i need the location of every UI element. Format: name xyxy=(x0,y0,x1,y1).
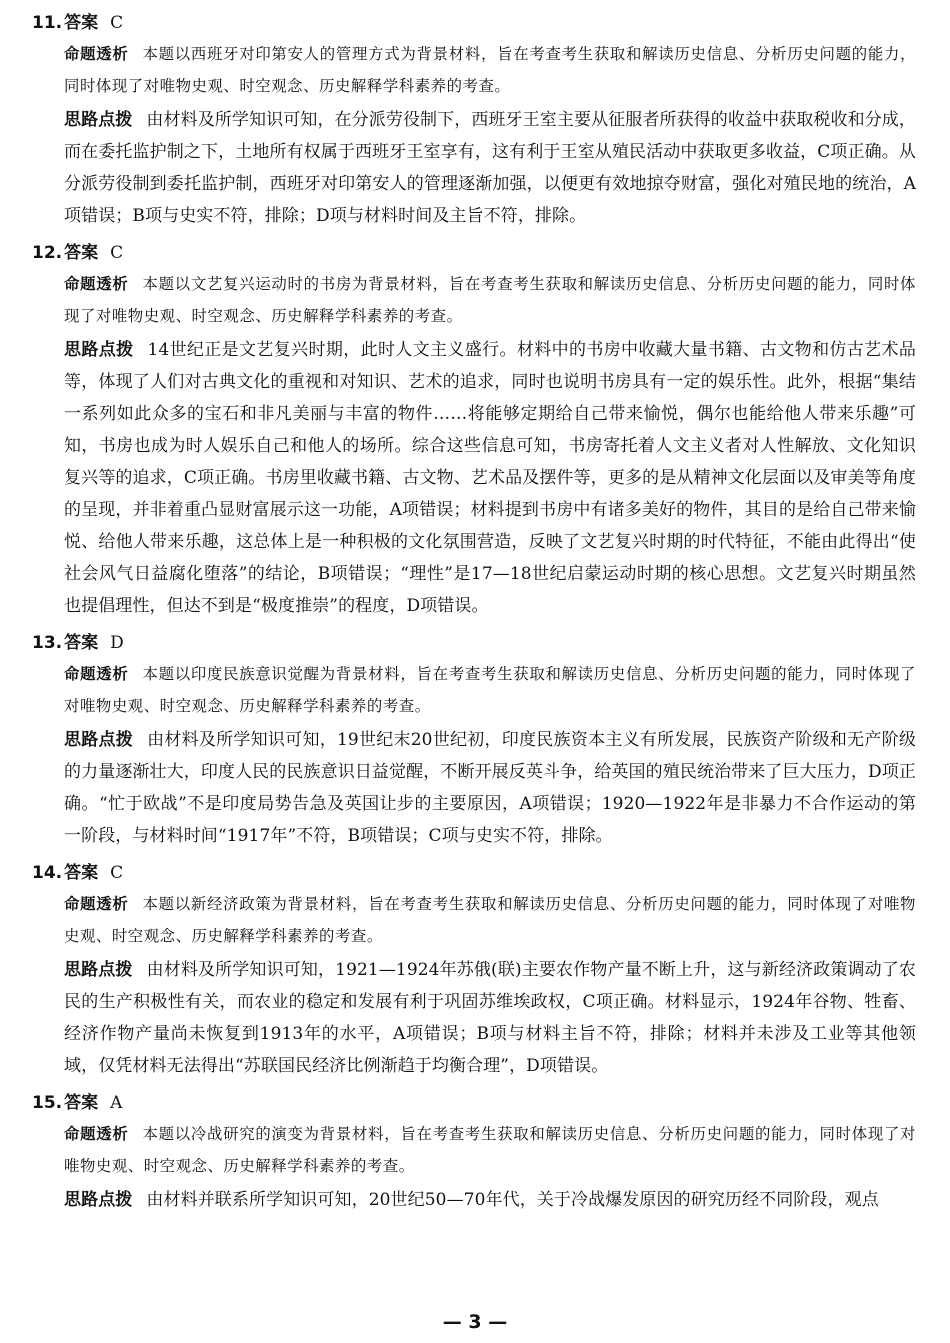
intro-paragraph xyxy=(64,888,916,952)
intro-paragraph xyxy=(64,658,916,722)
intro-label: 命题透析 xyxy=(64,1125,129,1143)
analysis-text: 由材料及所学知识可知，1921—1924年苏俄(联)主要农作物产量不断上升，这与新经济政策调动了农民的生产积极性有关，而农业的稳定和发展有利于巩固苏维埃政权，C项正确。材料显示，1924年谷物、牲畜、经济作物产量尚未恢复到1913年的水平，A项错误；B项与材料主旨不符，排除；材料并未涉及工业等其他领域，仅凭材料无法得出“苏联国民经济比例渐趋于均衡合理”，D项错误。 xyxy=(64,960,916,1076)
analysis-text: 由材料并联系所学知识可知，20世纪50—70年代，关于冷战爆发原因的研究历经不同阶段，观点 xyxy=(146,1190,879,1210)
question-13 xyxy=(32,628,916,852)
intro-paragraph xyxy=(64,268,916,332)
question-header xyxy=(32,8,916,38)
answer-value: C xyxy=(110,13,124,33)
analysis-text: 14世纪正是文艺复兴时期，此时人文主义盛行。材料中的书房中收藏大量书籍、古文物和仿古艺术品等，体现了人们对古典文化的重视和对知识、艺术的追求，同时也说明书房具有一定的娱乐性。此外，根据“集结一系列如此众多的宝石和非凡美丽与丰富的物件……将能够定期给自己带来愉悦，偶尔也能给他人带来乐趣”可知，书房也成为时人娱乐自己和他人的场所。综合这些信息可知，书房寄托着人文主义者对人性解放、文化知识复兴等的追求，C项正确。书房里收藏书籍、古文物、艺术品及摆件等，更多的是从精神文化层面以及审美等角度的呈现，并非着重凸显财富展示这一功能，A项错误；材料提到书房中有诸多美好的物件，其目的是给自己带来愉悦、给他人带来乐趣，这总体上是一种积极的文化氛围营造，反映了文艺复兴时期的时代特征，不能由此得出“使社会风气日益腐化堕落”的结论，B项错误；“理性”是17—18世纪启蒙运动时期的核心思想。文艺复兴时期虽然也提倡理性，但达不到是“极度推崇”的程度，D项错误。 xyxy=(64,340,916,616)
intro-paragraph xyxy=(64,1118,916,1182)
question-15 xyxy=(32,1088,916,1216)
question-12 xyxy=(32,238,916,622)
answer-label: 答案 xyxy=(64,863,99,883)
answer-label: 答案 xyxy=(64,633,99,653)
question-14 xyxy=(32,858,916,1082)
intro-label: 命题透析 xyxy=(64,895,129,913)
question-header xyxy=(32,858,916,888)
answer-label: 答案 xyxy=(64,1093,99,1113)
answer-value: C xyxy=(110,863,124,883)
analysis-paragraph xyxy=(64,334,916,622)
question-11 xyxy=(32,8,916,232)
question-header xyxy=(32,238,916,268)
intro-label: 命题透析 xyxy=(64,275,129,293)
analysis-label: 思路点拨 xyxy=(64,110,133,130)
answer-label: 答案 xyxy=(64,13,99,33)
intro-label: 命题透析 xyxy=(64,45,129,63)
intro-text: 本题以印度民族意识觉醒为背景材料，旨在考查考生获取和解读历史信息、分析历史问题的能力，同时体现了对唯物史观、时空观念、历史解释学科素养的考查。 xyxy=(64,665,917,715)
intro-label: 命题透析 xyxy=(64,665,129,683)
question-number: 11. xyxy=(32,13,63,33)
question-header xyxy=(32,1088,916,1118)
analysis-text: 由材料及所学知识可知，19世纪末20世纪初，印度民族资本主义有所发展，民族资产阶级和无产阶级的力量逐渐壮大，印度人民的民族意识日益觉醒，不断开展反英斗争，给英国的殖民统治带来了巨大压力，D项正确。“忙于欧战”不是印度局势告急及英国让步的主要原因，A项错误；1920—1922年是非暴力不合作运动的第一阶段，与材料时间“1917年”不符，B项错误；C项与史实不符，排除。 xyxy=(64,730,916,846)
intro-text: 本题以文艺复兴运动时的书房为背景材料，旨在考查考生获取和解读历史信息、分析历史问题的能力，同时体现了对唯物史观、时空观念、历史解释学科素养的考查。 xyxy=(64,275,917,325)
intro-paragraph xyxy=(64,38,916,102)
question-number: 14. xyxy=(32,863,63,883)
analysis-paragraph xyxy=(64,954,916,1082)
question-number: 12. xyxy=(32,243,63,263)
analysis-text: 由材料及所学知识可知，在分派劳役制下，西班牙王室主要从征服者所获得的收益中获取税收和分成，而在委托监护制之下，土地所有权属于西班牙王室享有，这有利于王室从殖民活动中获取更多收益，C项正确。从分派劳役制到委托监护制，西班牙对印第安人的管理逐渐加强，以便更有效地掠夺财富，强化对殖民地的统治，A项错误；B项与史实不符，排除；D项与材料时间及主旨不符，排除。 xyxy=(64,110,917,226)
answer-label: 答案 xyxy=(64,243,99,263)
analysis-label: 思路点拨 xyxy=(64,340,134,360)
question-header xyxy=(32,628,916,658)
analysis-paragraph xyxy=(64,1184,916,1216)
intro-text: 本题以冷战研究的演变为背景材料，旨在考查考生获取和解读历史信息、分析历史问题的能力，同时体现了对唯物史观、时空观念、历史解释学科素养的考查。 xyxy=(64,1125,917,1175)
analysis-label: 思路点拨 xyxy=(64,730,134,750)
question-number: 15. xyxy=(32,1093,63,1113)
answer-value: D xyxy=(110,633,124,653)
intro-text: 本题以西班牙对印第安人的管理方式为背景材料，旨在考查考生获取和解读历史信息、分析历史问题的能力，同时体现了对唯物史观、时空观念、历史解释学科素养的考查。 xyxy=(64,45,917,95)
page-number: — 3 — xyxy=(442,1311,508,1333)
answer-value: C xyxy=(110,243,124,263)
analysis-label: 思路点拨 xyxy=(64,1190,133,1210)
analysis-paragraph xyxy=(64,104,916,232)
analysis-label: 思路点拨 xyxy=(64,960,133,980)
intro-text: 本题以新经济政策为背景材料，旨在考查考生获取和解读历史信息、分析历史问题的能力，同时体现了对唯物史观、时空观念、历史解释学科素养的考查。 xyxy=(64,895,917,945)
answer-value: A xyxy=(110,1093,123,1113)
analysis-paragraph xyxy=(64,724,916,852)
question-number: 13. xyxy=(32,633,63,653)
